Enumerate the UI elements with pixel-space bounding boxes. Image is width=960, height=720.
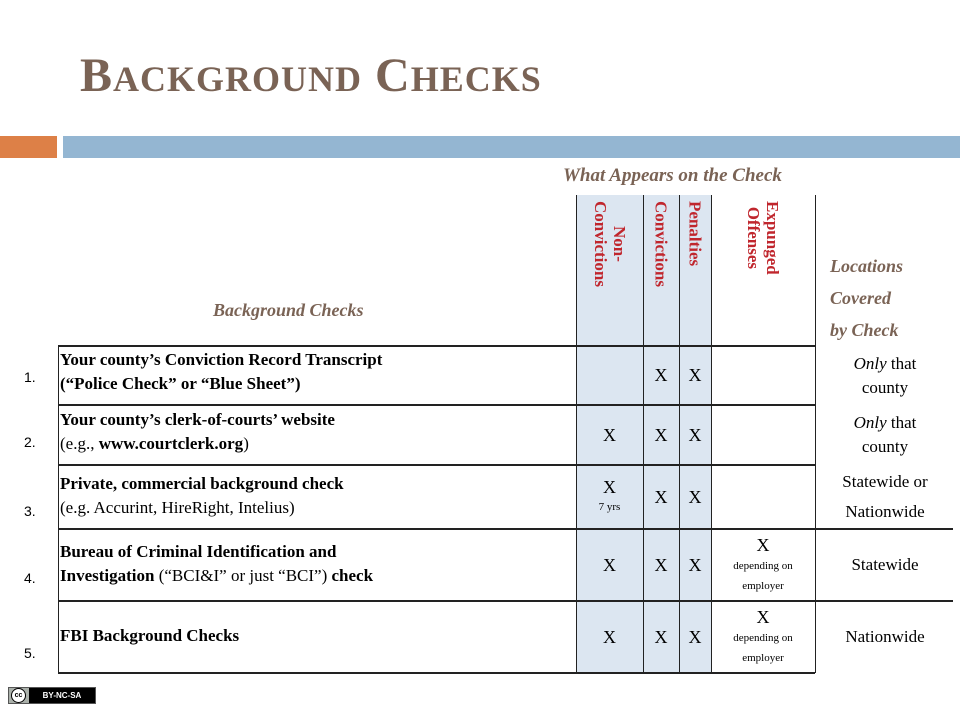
- cell-convictions: X: [654, 424, 668, 445]
- table-rule: [58, 672, 815, 674]
- cell-locations: Nationwide: [845, 627, 925, 646]
- row-number: 2.: [24, 434, 36, 450]
- cell-convictions: X: [654, 626, 668, 647]
- cell-locations: Only that county: [853, 353, 917, 397]
- cell-convictions: X: [654, 554, 668, 575]
- col-header-expunged: Expunged Offenses: [744, 201, 782, 275]
- cell-non-convictions: X 7 yrs: [598, 477, 621, 513]
- cell-penalties: X: [688, 626, 702, 647]
- cell-penalties: X: [688, 554, 702, 575]
- locations-heading: Locations Covered by Check: [830, 256, 904, 340]
- accent-bar-orange: [0, 136, 57, 158]
- row-description: FBI Background Checks: [60, 626, 240, 645]
- slide-title: BACKGROUND CHECKS: [80, 49, 542, 102]
- row-description: Your county’s clerk-of-courts’ website (e.g., www.courtclerk.org): [60, 410, 335, 453]
- row-description: Bureau of Criminal Identification and Investigation (“BCI&I” or just “BCI”) check: [60, 542, 374, 585]
- cell-penalties: X: [688, 365, 702, 385]
- row-number: 4.: [24, 570, 36, 586]
- row-description: Private, commercial background check (e.g. Accurint, HireRight, Intelius): [60, 474, 344, 517]
- cell-locations: Statewide: [851, 555, 919, 574]
- table-rule: [58, 345, 59, 673]
- cell-expunged: X depending on employer: [733, 606, 793, 664]
- cell-non-convictions: X: [603, 554, 616, 575]
- row-number: 1.: [24, 369, 36, 385]
- row-number: 5.: [24, 645, 36, 661]
- cell-penalties: X: [688, 486, 702, 507]
- cc-icon: cc: [11, 688, 26, 703]
- accent-bar-blue: [63, 136, 960, 158]
- cell-convictions: X: [654, 365, 668, 385]
- cell-convictions: X: [654, 486, 668, 507]
- cell-locations: Statewide or Nationwide: [842, 472, 928, 521]
- row-description: Your county’s Conviction Record Transcript (“Police Check” or “Blue Sheet”): [60, 350, 383, 393]
- row-number: 3.: [24, 503, 36, 519]
- cell-non-convictions: X: [603, 626, 616, 647]
- col-header-convictions: Convictions: [643, 195, 679, 345]
- col-header-penalties: Penalties: [679, 195, 711, 345]
- col-header-non-convictions: Non- Convictions: [576, 195, 643, 345]
- cell-expunged: X depending on employer: [733, 534, 793, 592]
- cell-penalties: X: [688, 424, 702, 445]
- cell-locations: Only that county: [853, 413, 917, 456]
- cell-non-convictions: X: [603, 424, 616, 445]
- license-text: BY-NC-SA: [29, 688, 95, 703]
- cc-license-badge[interactable]: [8, 687, 96, 704]
- what-appears-heading: What Appears on the Check: [563, 165, 782, 186]
- background-checks-heading: Background Checks: [213, 300, 364, 320]
